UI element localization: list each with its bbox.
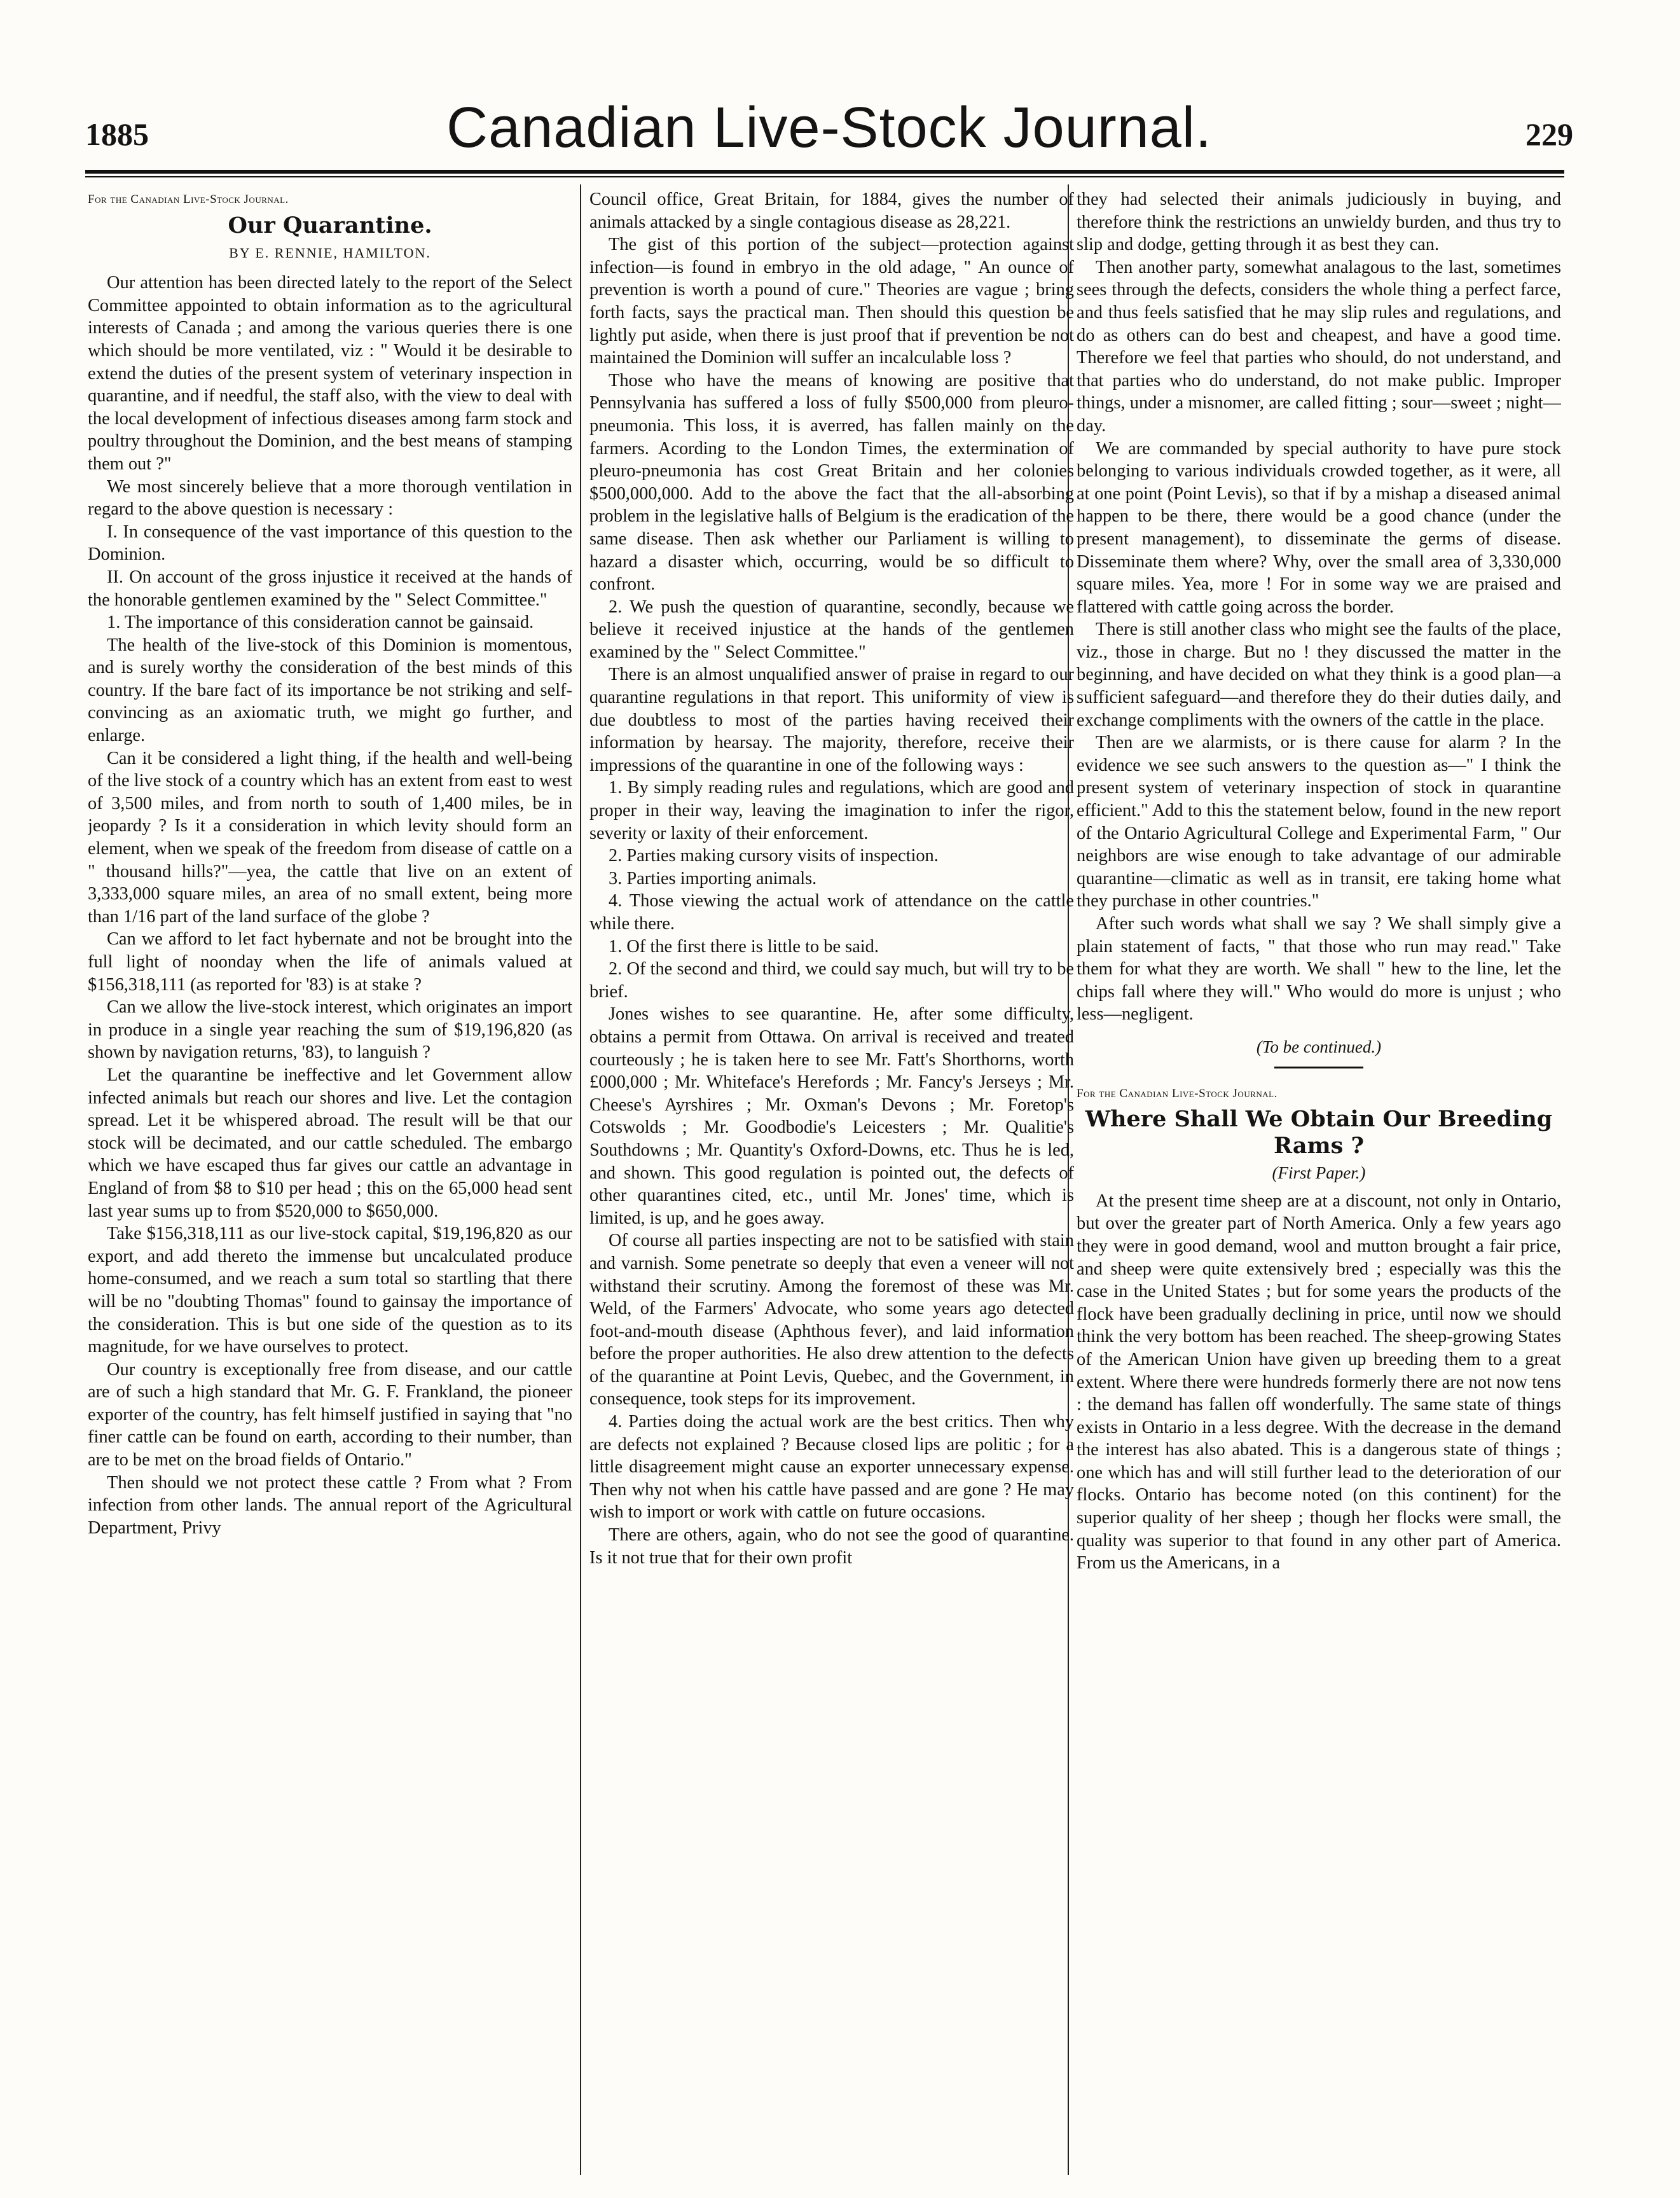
paragraph: 2. Of the second and third, we could say much, but will try to be brief. <box>589 959 1074 1002</box>
paragraph: Can we allow the live-stock interest, which originates an import in produce in a single year reaching the sum of $19,196,820 (as shown by navigation returns, '83), to languish ? <box>88 997 572 1063</box>
column-1 <box>88 188 572 2173</box>
column-3 <box>1077 188 1561 2173</box>
paragraph: Our attention has been directed lately to the report of the Select Committee appointed to obtain information as to the agricultural interests of Canada ; and among the various queries there is one which should be more ventilated, viz : " Would it be desirable to extend the duties of the present system of veterinary inspection in quarantine, and if needful, the staff also, with the view to deal with the local development of infectious diseases among farm stock and poultry throughout the Dominion, and the best means of stamping them out ?" <box>88 273 572 474</box>
paragraph: We are commanded by special authority to have pure stock belonging to various individuals crowded together, as it were, all at one point (Point Levis), so that if by a mishap a diseased animal happen to be there, there would be a good chance (under the present management), to disseminate the germs of disease. Disseminate them where? Why, over the small area of 3,330,000 square miles. Yea, more ! For in some way we are praised and flattered with cattle going across the border. <box>1077 438 1561 617</box>
article-title: Where Shall We Obtain Our Breeding Rams ? <box>1085 1106 1553 1159</box>
paragraph: There is an almost unqualified answer of praise in regard to our quarantine regulations in that report. This uniformity of view is due doubtless to most of the parties having received their information by hearsay. The majority, therefore, receive their impressions of the quarantine in one of the following ways : <box>589 665 1074 775</box>
article-source: For the Canadian Live-Stock Journal. <box>88 193 289 206</box>
paragraph: Take $156,318,111 as our live-stock capital, $19,196,820 as our export, and add thereto the immense but uncalculated produce home-consumed, and we reach a sum total so startling that there will be no "doubting Thomas" found to gainsay the importance of the consideration. This is but one side of the question as to its magnitude, for we have ourselves to protect. <box>88 1224 572 1357</box>
paragraph: We most sincerely believe that a more thorough ventilation in regard to the above question is necessary : <box>88 476 572 520</box>
paragraph: The gist of this portion of the subject—protection against infection—is found in embryo in the old adage, " An ounce of prevention is worth a pound of cure." Theories are vague ; bring forth facts, says the practical man. Then should this question be lightly put aside, when there is just proof that if prevention be not maintained the Dominion will suffer an incalculable loss ? <box>589 235 1074 368</box>
paragraph: Then another party, somewhat analagous to the last, sometimes sees through the defects, considers the whole thing a perfect farce, and thus feels satisfied that he may slip rules and regulations, and do as others can do best and cheapest, and have a good time. Therefore we feel that parties who should, do not understand, and that parties who do understand, do not make public. Improper things, under a misnomer, are called fitting ; sour—sweet ; night—day. <box>1077 257 1561 436</box>
paragraph: I. In consequence of the vast importance of this question to the Dominion. <box>88 522 572 565</box>
paragraph: Then should we not protect these cattle ? From what ? From infection from other lands. The annual report of the Agricultural Department, Privy <box>88 1472 572 1538</box>
paragraph: Jones wishes to see quarantine. He, after some difficulty, obtains a permit from Ottawa. On arrival is received and treated courteously ; he is taken here to see Mr. Fatt's Shorthorns, worth £000,000 ; Mr. Whiteface's Herefords ; Mr. Fancy's Jerseys ; Mr. Cheese's Ayrshires ; Mr. Oxman's Devons ; Mr. Foretop's Cotswolds ; Mr. Goodbodie's Leicesters ; Mr. Qualitie's Southdowns ; Mr. Quantity's Oxford-Downs, etc. Thus he is led, and shown. This good regulation is pointed out, the defects of other quarantines cited, etc., until Mr. Jones' time, which is limited, is up, and he goes away. <box>589 1004 1074 1228</box>
article-title: Our Quarantine. <box>228 212 432 238</box>
paragraph: Can it be considered a light thing, if the health and well-being of the live stock of a country which has an extent from east to west of 3,500 miles, and from north to south of 1,400 miles, be in jeopardy ? Is it a consideration in which levity should form an element, when we speak of the freedom from disease of cattle on a " thousand hills?"—yea, the cattle that live on an extent of 3,333,000 square miles, an area of no small extent, being more than 1/16 part of the land surface of the globe ? <box>88 748 572 927</box>
article-subtitle: (First Paper.) <box>1272 1163 1366 1183</box>
article-source: For the Canadian Live-Stock Journal. <box>1077 1086 1277 1100</box>
article-separator <box>1274 1067 1363 1068</box>
paragraph: II. On account of the gross injustice it received at the hands of the honorable gentlemen examined by the " Select Committee." <box>88 567 572 610</box>
header-rule <box>85 170 1564 174</box>
paragraph: 1. Of the first there is little to be said. <box>609 936 879 957</box>
page-number: 229 <box>1525 116 1573 152</box>
paragraph: After such words what shall we say ? We shall simply give a plain statement of facts, " that those who run may read." Take them for what they are worth. We shall " hew to the line, let the chips fall where they will." Who would do more is unjust ; who less—negligent. <box>1077 914 1561 1025</box>
article-author: BY E. RENNIE, HAMILTON. <box>229 244 431 261</box>
paragraph: Our country is exceptionally free from disease, and our cattle are of such a high standard that Mr. G. F. Frankland, the pioneer exporter of the country, has felt himself justified in saying that "no finer cattle can be found on earth, according to their number, than are to be met on the broad fields of Ontario." <box>88 1359 572 1470</box>
paragraph: Council office, Great Britain, for 1884, gives the number of animals attacked by a single contagious disease as 28,221. <box>589 190 1074 232</box>
paragraph: The health of the live-stock of this Dominion is momentous, and is surely worthy the consideration of the best minds of this country. If the bare fact of its importance be not striking and self-convincing as an axiomatic truth, we might go further, and enlarge. <box>88 635 572 746</box>
paragraph: Let the quarantine be ineffective and let Government allow infected animals but reach our shores and live. Let the contagion spread. Let it be whispered abroad. The result will be that our stock will be decimated, and our cattle scheduled. The embargo which we have escaped thus far gives our cattle an advantage in England of from $8 to $10 per head ; this on the 65,000 head sent last year sums up to from $520,000 to $650,000. <box>88 1065 572 1221</box>
paragraph: 1. The importance of this consideration cannot be gainsaid. <box>107 612 534 633</box>
masthead <box>85 95 1573 164</box>
paragraph: Can we afford to let fact hybernate and not be brought into the full light of noonday when the life of animals valued at $156,318,111 (as reported for '83) is at stake ? <box>88 929 572 995</box>
paragraph: There is still another class who might see the faults of the place, viz., those in charge. But no ! they discussed the matter in the beginning, and have decided on what they think is a good plan—a sufficient safeguard—and therefore they do their duties daily, and exchange compliments with the owners of the cattle in the place. <box>1077 619 1561 730</box>
column-divider <box>580 184 581 2175</box>
paragraph: Then are we alarmists, or is there cause for alarm ? In the evidence we see such answers to the question as—" I think the present system of veterinary inspection of stock in quarantine efficient." Add to this the statement below, found in the new report of the Ontario Agricultural College and Experimental Farm, " Our neighbors are wise enough to take advantage of our admirable quarantine—climatic as well as in transit, ere taking home what they purchase in other countries." <box>1077 733 1561 911</box>
paragraph: 4. Parties doing the actual work are the best critics. Then why are defects not explained ? Because closed lips are politic ; for a little disagreement might cause an exporter unnecessary expense. Then why not when his cattle have passed and are gone ? He may wish to import or work with cattle on future occasions. <box>589 1412 1074 1523</box>
paragraph: There are others, again, who do not see the good of quarantine. Is it not true that for their own profit <box>589 1525 1074 1568</box>
paragraph: At the present time sheep are at a discount, not only in Ontario, but over the greater part of North America. Only a few years ago they were in good demand, wool and mutton brought a fair price, and sheep were quite extensively bred ; especially was this the case in the United States ; but for some years the products of the flock have been gradually declining in price, until now we should think the very bottom has been reached. The sheep-growing States of the American Union have given up breeding them to a great extent. Where there were hundreds formerly there are not now tens : the demand has fallen off wonderfully. The same state of things exists in Ontario in a less degree. With the decrease in the demand the interest has also abated. This is a dangerous state of things ; one which has and will still further lead to the deterioration of our flocks. Ontario has become noted (on this continent) for the superior quality of her sheep ; though her flocks were small, the quality was superior to that found in any other part of America. From us the Americans, in a <box>1077 1191 1561 1573</box>
paragraph: they had selected their animals judiciously in buying, and therefore think the restrictions an unwieldy burden, and thus try to slip and dodge, getting through it as best they can. <box>1077 190 1561 255</box>
header-rule-thin <box>85 176 1564 177</box>
list-item: 4. Those viewing the actual work of attendance on the cattle while there. <box>589 891 1074 934</box>
paragraph: Of course all parties inspecting are not to be satisfied with stain and varnish. Some penetrate so deeply that even a veneer will not withstand their scrutiny. Among the foremost of these was Mr. Weld, of the Farmers' Advocate, who some years ago detected foot-and-mouth disease (Aphthous fever), and laid information before the proper authorities. He also drew attention to the defects of the quarantine at Point Levis, Quebec, and the Government, in consequence, took steps for its improvement. <box>589 1231 1074 1409</box>
paragraph: 2. We push the question of quarantine, secondly, because we believe it received injustice at the hands of the gentlemen examined by the " Select Committee." <box>589 597 1074 662</box>
list-item: 3. Parties importing animals. <box>609 868 817 888</box>
column-2 <box>589 188 1074 2173</box>
paragraph: Those who have the means of knowing are positive that Pennsylvania has suffered a loss of fully $500,000 from pleuro-pneumonia. This loss, it is averred, has fallen mainly on the farmers. Acording to the London Times, the extermination of pleuro-pneumonia has cost Great Britain and her colonies $500,000,000. Add to the above the fact that the all-absorbing problem in the legislative halls of Belgium is the eradication of the same disease. Then ask whether our Parliament is willing to hazard a disaster which, occurring, would be so difficult to confront. <box>589 370 1074 595</box>
journal-title: Canadian Live-Stock Journal. <box>446 96 1212 160</box>
paragraph: 1. By simply reading rules and regulations, which are good and proper in their way, leaving the imagination to infer the rigor, severity or laxity of their enforcement. <box>589 778 1074 843</box>
issue-year: 1885 <box>85 116 149 152</box>
list-item: 2. Parties making cursory visits of inspection. <box>609 846 939 866</box>
continued-note: (To be continued.) <box>1256 1037 1382 1056</box>
